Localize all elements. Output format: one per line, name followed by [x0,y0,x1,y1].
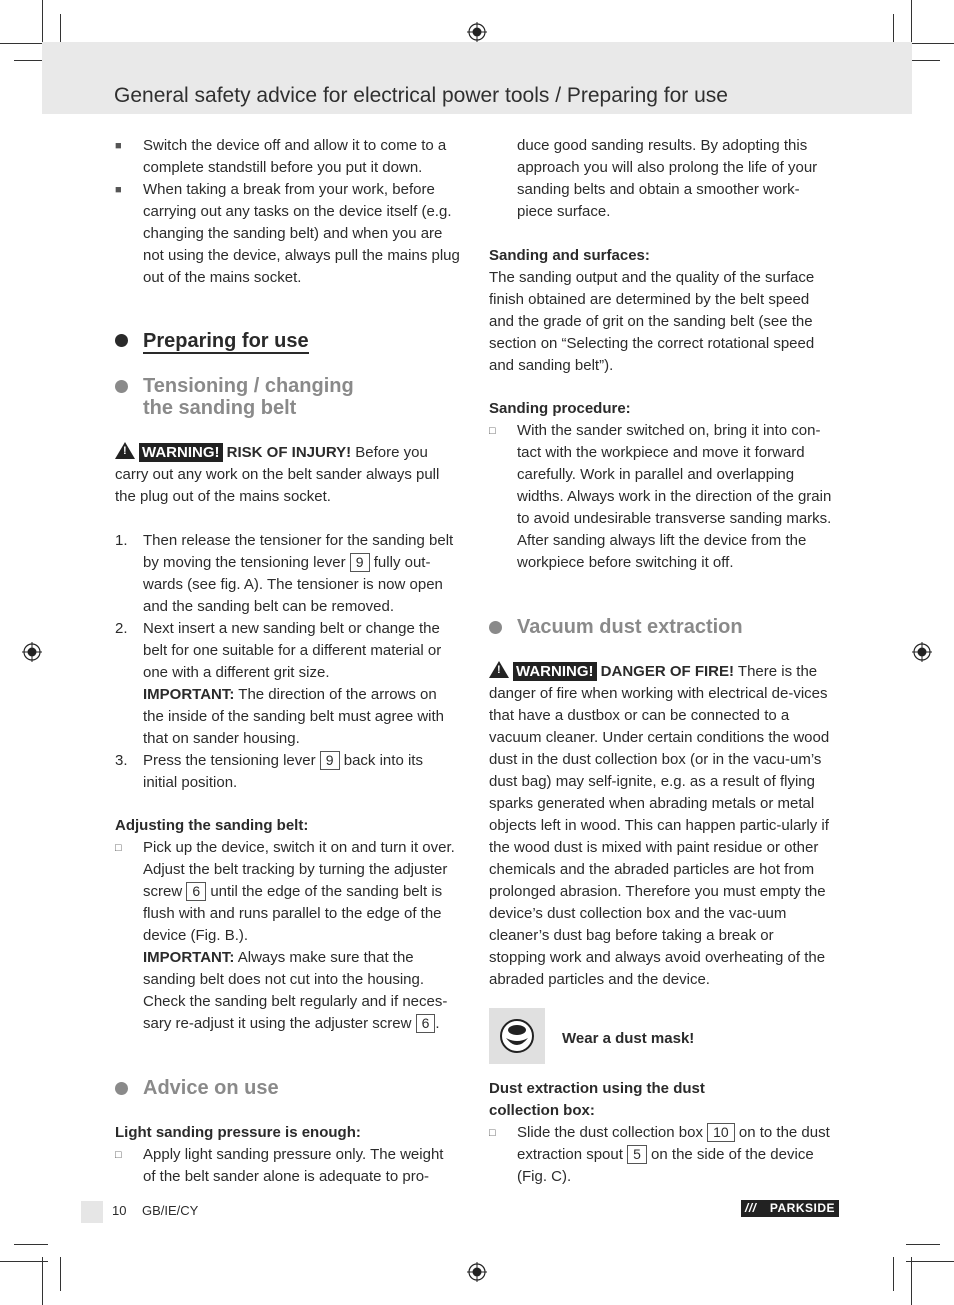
section-heading-line: the sanding belt [143,397,297,419]
item-text: until the edge of the sanding belt is flush with and runs parallel to the edge of the device (Fig. B.). [143,883,443,944]
registration-mark-icon [912,642,932,662]
section-heading: Preparing for use [143,330,309,352]
item-text: . [435,1015,440,1032]
crop-mark [911,0,912,48]
country-codes: GB/IE/CY [142,1203,199,1218]
subheading: Dust extraction using the dust [489,1080,705,1097]
left-column [115,135,460,289]
step-number: 2. [115,620,128,637]
crop-mark [906,1244,940,1245]
right-column-continuation [489,135,834,223]
bullet-dot-icon [115,380,128,393]
square-bullet-icon: ■ [115,140,122,152]
step-text: Then release the tensioner for the sanding belt by moving the tensioning lever [143,532,454,571]
warning-text: There is the danger of fire when working with electrical de-vices that have a dustbox or can be connected to a vacuum cleaner. Under certain conditions the wood dust in the dust collection box (or in the vacu-um’s dust bag) may self-ignite, e.g. as a result of flying sparks generated when abrading metals or metal objects left in wood. This can happen partic-ularly if the wood dust is mixed with paint residue or other chemicals and the abraded particles are hot from prolonged abrasion. Therefore you must empty the device’s dust collection box and the vac-uum cleaner’s dust bag before taking a break or stopping work and always avoid overheating of the abraded particles and the device. [489,663,830,988]
page-number: 10 [112,1203,127,1218]
crop-mark [893,1257,894,1291]
subheading: Light sanding pressure is enough: [115,1124,361,1141]
vacuum-heading [489,616,834,638]
step-text: back into its initial position. [143,752,423,791]
warning-strong: DANGER OF FIRE! [600,663,735,680]
advice-heading [115,1077,460,1099]
crop-mark [0,1261,48,1262]
warning-block [115,442,460,508]
warning-triangle-icon [115,442,135,459]
tension-heading [115,375,460,419]
dust-mask-icon [489,1008,545,1064]
crop-mark [42,1257,43,1305]
item-text: duce good sanding results. By adopting this approach you will also prolong the life of your sanding belts and obtain a smoother work-piece surface. [517,137,818,220]
list-item [115,135,460,179]
crop-mark [60,1257,61,1291]
checkbox-bullet-icon: □ [489,425,496,437]
bullet-dot-icon [115,334,128,347]
light-section [115,1122,460,1188]
step-text: fully out-wards (see fig. A). The tensioner is now open and the sanding belt can be removed. [143,554,443,615]
warning-label: WARNING! [139,443,223,462]
fire-warning-block [489,661,834,991]
paragraph: The sanding output and the quality of the surface finish obtained are determined by the belt speed and the grade of grit on the sanding belt (see the section on “Selecting the correct rotational speed and sanding belt”). [489,269,815,374]
warning-label: WARNING! [513,662,597,681]
list-item [115,750,460,794]
list-item [489,135,834,223]
important-label: IMPORTANT: [143,949,235,966]
step-text: Next insert a new sanding belt or change the belt for one suitable for a different material or one with a different grit size. [143,620,442,681]
part-reference: 6 [186,882,206,901]
bullet-dot-icon [115,1082,128,1095]
list-item [489,1122,834,1188]
list-item [115,179,460,289]
registration-mark-icon [22,642,42,662]
warning-text: Before you carry out any work on the belt sander always pull the plug out of the mains socket. [115,444,440,505]
part-reference: 6 [416,1014,436,1033]
brand-logo [741,1200,839,1217]
checkbox-bullet-icon: □ [489,1127,496,1139]
box-section [489,1078,834,1188]
part-reference: 9 [320,751,340,770]
crop-mark [14,1244,48,1245]
page-title: General safety advice for electrical power tools / Preparing for use [114,84,728,107]
bullet-text: Switch the device off and allow it to come to a complete standstill before you put it down. [143,137,447,176]
square-bullet-icon: ■ [115,184,122,196]
step-number: 1. [115,532,128,549]
list-item [115,618,460,750]
crop-mark [911,1257,912,1305]
subheading: Adjusting the sanding belt: [115,817,309,834]
section-heading: Vacuum dust extraction [517,616,743,638]
bullet-text: When taking a break from your work, before carrying out any tasks on the device itself (e.g. changing the sanding belt) and when you are not using the device, always pull the mains plug out of the mains socket. [143,181,460,286]
important-label: IMPORTANT: [143,686,235,703]
list-item [115,837,460,1035]
subheading: collection box: [489,1102,595,1119]
subheading: Sanding and surfaces: [489,247,650,264]
registration-mark-icon [467,1262,487,1282]
surfaces-section [489,245,834,377]
crop-mark [906,1261,954,1262]
logo-mark: /// [745,1201,757,1215]
list-item [489,420,834,574]
list-item [115,530,460,618]
crop-mark [0,43,48,44]
important-text: Always make sure that the sanding belt does not cut into the housing. Check the sanding belt regularly and if neces-sary re-adjust it using the adjuster screw [143,949,448,1032]
important-text: The direction of the arrows on the inside of the sanding belt must agree with that on sander housing. [143,686,445,747]
steps-list [115,530,460,794]
item-text: on to the dust extraction spout [517,1124,830,1163]
step-text: Press the tensioning lever [143,752,316,769]
checkbox-bullet-icon: □ [115,1149,122,1161]
warning-triangle-icon [489,661,509,678]
bullet-dot-icon [489,621,502,634]
list-item [115,1144,460,1188]
item-text: Pick up the device, switch it on and turn it over. Adjust the belt tracking by turning the adjuster screw [143,839,455,900]
item-text: With the sander switched on, bring it into con-tact with the workpiece and move it forward carefully. Work in parallel and overlapping widths. Always work in the direction of the grain to avoid undesirable transverse sanding marks. After sanding always lift the device from the workpiece before switching it off. [517,422,832,571]
crop-mark [42,0,43,48]
logo-text: PARKSIDE [769,1201,835,1215]
preparing-heading [115,329,460,353]
part-reference: 5 [627,1145,647,1164]
mask-instruction: Wear a dust mask! [562,1030,695,1047]
item-text: Apply light sanding pressure only. The weight of the belt sander alone is adequate to pro- [143,1146,444,1185]
step-number: 3. [115,752,128,769]
subheading: Sanding procedure: [489,400,631,417]
item-text: on the side of the device (Fig. C). [517,1146,814,1185]
registration-mark-icon [467,22,487,42]
part-reference: 9 [350,553,370,572]
crop-mark [906,43,954,44]
section-heading-line: Tensioning / changing [143,375,354,397]
item-text: Slide the dust collection box [517,1124,703,1141]
adjust-section [115,815,460,1035]
procedure-section [489,398,834,574]
warning-strong: RISK OF INJURY! [226,444,352,461]
checkbox-bullet-icon: □ [115,842,122,854]
part-reference: 10 [707,1123,735,1142]
page-number-box [81,1201,103,1223]
section-heading: Advice on use [143,1077,279,1099]
